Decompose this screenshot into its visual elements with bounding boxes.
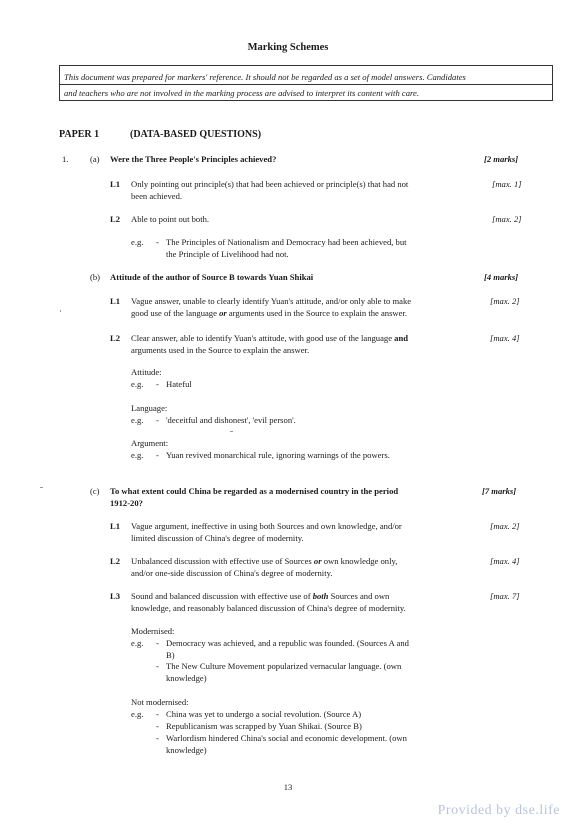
paper-label: PAPER 1 — [59, 129, 100, 140]
scan-speck — [40, 487, 43, 488]
argument-dash: - — [156, 450, 159, 460]
part-b-question: Attitude of the author of Source B towards Yuan Shikai — [110, 272, 314, 282]
notice-line-2: and teachers who are not involved in the marking process are advised to interpret its content with care. — [64, 88, 419, 98]
part-b-l2-line1-pre: Clear answer, able to identify Yuan's attitude, with good use of the language — [131, 333, 395, 343]
language-eg: e.g. — [131, 415, 144, 425]
part-c-l2-level: L2 — [110, 556, 121, 566]
argument-eg: e.g. — [131, 450, 144, 460]
part-b-l2-descriptor — [131, 333, 476, 356]
part-c-label: (c) — [90, 486, 100, 496]
part-b-l1-level: L1 — [110, 296, 121, 306]
notice-text — [64, 69, 548, 101]
part-b-l1-line1: Vague answer, unable to clearly identify Yuan's attitude, and/or only able to make — [131, 296, 412, 306]
part-c-l3-line1-emphasis: both — [312, 591, 329, 601]
part-c-l1-level: L1 — [110, 521, 121, 531]
part-a-l2-line1: Able to point out both. — [131, 214, 210, 224]
modernised-dash-1: - — [156, 638, 159, 648]
part-c-l3-line1-post: Sources and own — [328, 591, 390, 601]
part-c-l2-line1-emphasis: or — [313, 556, 322, 566]
part-c-l3-line1 — [131, 591, 476, 603]
not-modernised-item-3 — [166, 733, 456, 756]
part-b-l2-line2: arguments used in the Source to explain the answer. — [131, 344, 310, 355]
attitude-heading: Attitude: — [131, 367, 162, 377]
part-b-l2-line1-emphasis: and — [394, 333, 409, 343]
part-a-example — [166, 237, 476, 260]
part-b-l2-line1 — [131, 333, 476, 345]
modernised-item-1 — [166, 638, 456, 661]
modernised-item-2 — [166, 661, 456, 684]
part-a-l1-line2: been achieved. — [131, 190, 183, 201]
part-c-question-line1: To what extent could China be regarded as a modernised country in the period — [110, 486, 399, 496]
part-a-marks: [2 marks] — [484, 154, 519, 164]
modernised-item-1-line2: B) — [166, 649, 175, 660]
not-modernised-item-1: China was yet to undergo a social revolution. (Source A) — [166, 709, 362, 719]
part-c-l1-max: [max. 2] — [490, 521, 520, 531]
part-a-question: Were the Three People's Principles achieved? — [110, 154, 277, 164]
not-modernised-item-3-line1: Warlordism hindered China's social and economic development. (own — [166, 733, 407, 743]
part-c-l2-max: [max. 4] — [490, 556, 520, 566]
part-a-label: (a) — [90, 154, 100, 164]
not-modernised-heading: Not modernised: — [131, 697, 189, 707]
part-c-l2-line2: and/or one-side discussion of China's degree of modernity. — [131, 567, 333, 578]
part-c-l3-max: [max. 7] — [490, 591, 520, 601]
part-c-l1-line2: limited discussion of China's degree of modernity. — [131, 532, 304, 543]
part-a-example-line1: The Principles of Nationalism and Democracy had been achieved, but — [166, 237, 407, 247]
part-a-eg-dash: - — [156, 237, 159, 247]
part-b-l2-max: [max. 4] — [490, 333, 520, 343]
scan-speck — [230, 431, 233, 432]
paper-title: (DATA-BASED QUESTIONS) — [130, 129, 262, 140]
part-a-l2-level: L2 — [110, 214, 121, 224]
page-number: 13 — [283, 782, 293, 792]
part-c-l2-line1 — [131, 556, 471, 568]
language-dash: - — [156, 415, 159, 425]
not-modernised-eg: e.g. — [131, 709, 144, 719]
part-c-l3-line2: knowledge, and reasonably balanced discussion of China's degree of modernity. — [131, 602, 406, 613]
part-c-l2-line1-pre: Unbalanced discussion with effective use of Sources — [131, 556, 314, 566]
part-a-l1-max: [max. 1] — [492, 179, 522, 189]
part-c-marks: [7 marks] — [482, 486, 517, 496]
part-c-question — [110, 486, 470, 509]
question-number: 1. — [62, 154, 69, 164]
part-c-l1-descriptor — [131, 521, 471, 544]
modernised-item-2-line2: knowledge) — [166, 672, 207, 683]
part-c-l2-line1-post: own knowledge only, — [321, 556, 398, 566]
part-c-l2-descriptor — [131, 556, 471, 579]
part-b-l1-line2-post: arguments used in the Source to explain the answer. — [226, 307, 407, 318]
part-c-l3-descriptor — [131, 591, 476, 614]
language-heading: Language: — [131, 403, 168, 413]
part-c-question-line2: 1912-20? — [110, 497, 143, 508]
language-text: 'deceitful and dishonest', 'evil person'. — [166, 415, 296, 425]
document-title: Marking Schemes — [247, 42, 329, 53]
modernised-item-1-line1: Democracy was achieved, and a republic was founded. (Sources A and — [166, 638, 409, 648]
not-modernised-dash-1: - — [156, 709, 159, 719]
markers-notice-box — [59, 65, 553, 101]
part-b-l1-descriptor — [131, 296, 471, 319]
part-c-l3-level: L3 — [110, 591, 121, 601]
part-a-l1-level: L1 — [110, 179, 121, 189]
not-modernised-dash-3: - — [156, 733, 159, 743]
modernised-dash-2: - — [156, 661, 159, 671]
attitude-text: Hateful — [166, 379, 192, 389]
modernised-item-2-line1: The New Culture Movement popularized vernacular language. (own — [166, 661, 402, 671]
not-modernised-item-3-line2: knowledge) — [166, 744, 207, 755]
scan-speck — [60, 310, 61, 312]
notice-line-1: This document was prepared for markers' reference. It should not be regarded as a set of model answers. Candidates — [64, 72, 466, 82]
part-a-l1-line1: Only pointing out principle(s) that had been achieved or principle(s) that had not — [131, 179, 409, 189]
part-c-l1-line1: Vague argument, ineffective in using both Sources and own knowledge, and/or — [131, 521, 402, 531]
not-modernised-item-2: Republicanism was scrapped by Yuan Shikai. (Source B) — [166, 721, 362, 731]
attitude-eg: e.g. — [131, 379, 144, 389]
part-b-l1-line2 — [131, 308, 471, 320]
part-b-marks: [4 marks] — [484, 272, 519, 282]
part-b-l1-line2-emphasis: or — [219, 307, 227, 318]
attitude-dash: - — [156, 379, 159, 389]
watermark: Provided by dse.life — [437, 803, 560, 818]
part-a-example-line2: the Principle of Livelihood had not. — [166, 248, 289, 259]
part-b-label: (b) — [90, 272, 101, 282]
part-b-l2-level: L2 — [110, 333, 121, 343]
modernised-heading: Modernised: — [131, 626, 175, 636]
part-a-l1-descriptor — [131, 179, 471, 202]
not-modernised-dash-2: - — [156, 721, 159, 731]
modernised-eg: e.g. — [131, 638, 144, 648]
part-a-l2-max: [max. 2] — [492, 214, 522, 224]
argument-text: Yuan revived monarchical rule, ignoring warnings of the powers. — [166, 450, 390, 460]
part-b-l1-max: [max. 2] — [490, 296, 520, 306]
part-c-l3-line1-pre: Sound and balanced discussion with effective use of — [131, 591, 313, 601]
part-b-l1-line2-pre: good use of the language — [131, 307, 220, 318]
argument-heading: Argument: — [131, 438, 169, 448]
part-a-eg-label: e.g. — [131, 237, 144, 247]
